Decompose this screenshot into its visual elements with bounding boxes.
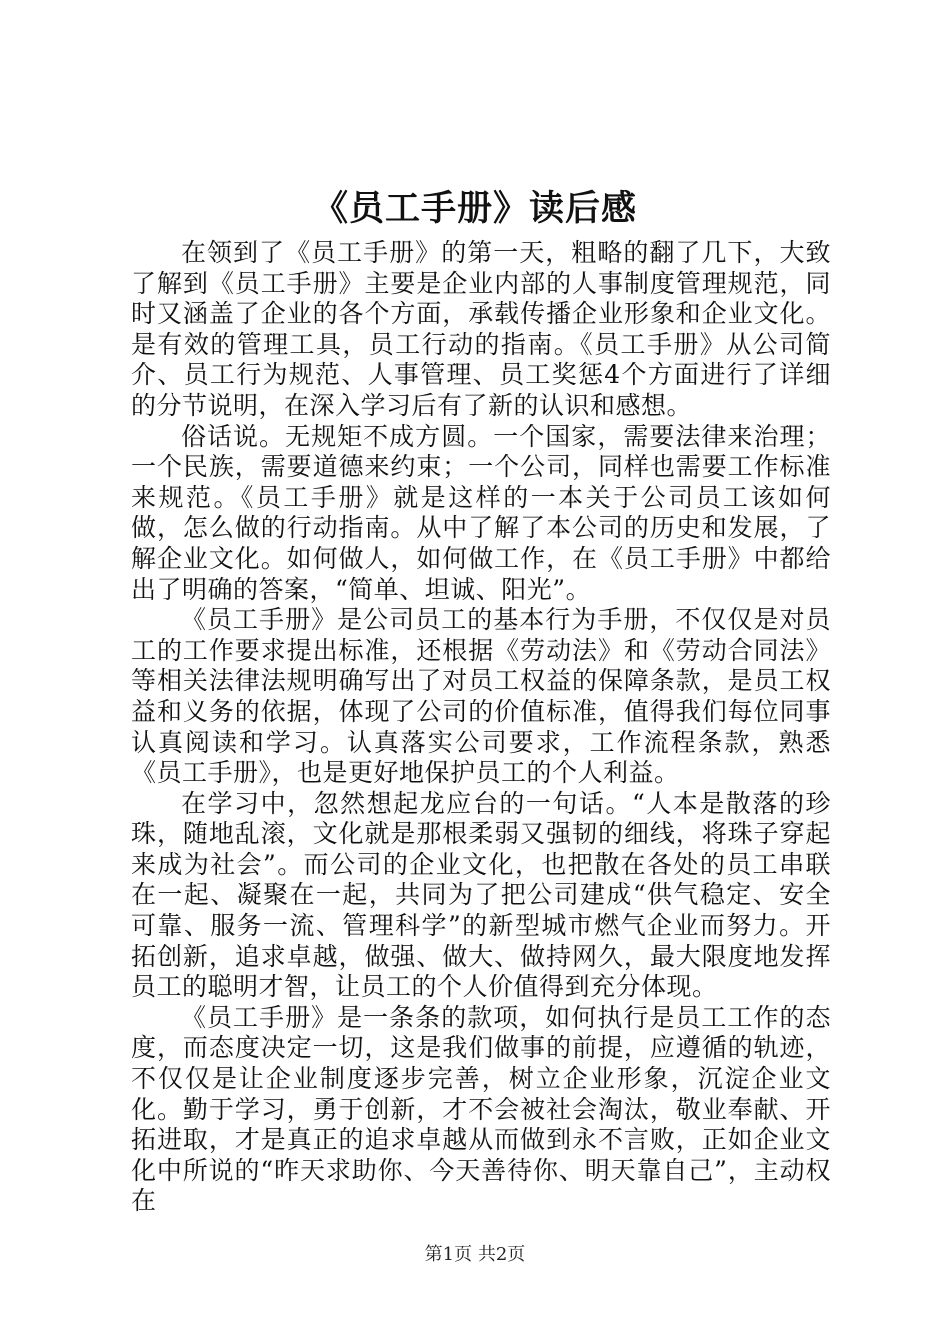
document-body <box>131 238 831 1217</box>
page-number-footer: 第1页 共2页 <box>424 1244 526 1265</box>
paragraph-4: 在学习中，忽然想起龙应台的一句话。“人本是散落的珍珠，随地乱滚，文化就是那根柔弱又强韧的细线，将珠子穿起来成为社会”。而公司的企业文化，也把散在各处的员工串联在一起、凝聚在一起，共同为了把公司建成“供气稳定、安全可靠、服务一流、管理科学”的新型城市燃气企业而努力。开拓创新，追求卓越，做强、做大、做持网久，最大限度地发挥员工的聪明才智，让员工的个人价值得到充分体现。 <box>131 788 831 1002</box>
paragraph-1: 在领到了《员工手册》的第一天，粗略的翻了几下，大致了解到《员工手册》主要是企业内部的人事制度管理规范，同时又涵盖了企业的各个方面，承载传播企业形象和企业文化。是有效的管理工具，员工行动的指南。《员工手册》从公司简介、员工行为规范、人事管理、员工奖惩4个方面进行了详细的分节说明，在深入学习后有了新的认识和感想。 <box>131 238 831 420</box>
document-title: 《员工手册》读后感 <box>312 189 637 229</box>
paragraph-3: 《员工手册》是公司员工的基本行为手册，不仅仅是对员工的工作要求提出标准，还根据《劳动法》和《劳动合同法》等相关法律法规明确写出了对员工权益的保障条款，是员工权益和义务的依据，体现了公司的价值标准，值得我们每位同事认真阅读和学习。认真落实公司要求，工作流程条款，熟悉《员工手册》，也是更好地保护员工的个人利益。 <box>131 605 831 788</box>
paragraph-2: 俗话说。无规矩不成方圆。一个国家，需要法律来治理；一个民族，需要道德来约束；一个公司，同样也需要工作标准来规范。《员工手册》就是这样的一本关于公司员工该如何做，怎么做的行动指南。从中了解了本公司的历史和发展，了解企业文化。如何做人，如何做工作，在《员工手册》中都给出了明确的答案，“简单、坦诚、阳光”。 <box>131 421 831 604</box>
paragraph-5: 《员工手册》是一条条的款项，如何执行是员工工作的态度，而态度决定一切，这是我们做事的前提，应遵循的轨迹，不仅仅是让企业制度逐步完善，树立企业形象，沉淀企业文化。勤于学习，勇于创新，才不会被社会淘汰，敬业奉献、开拓进取，才是真正的追求卓越从而做到永不言败，正如企业文化中所说的“昨天求助你、今天善待你、明天靠自己”，主动权在 <box>131 1002 831 1216</box>
